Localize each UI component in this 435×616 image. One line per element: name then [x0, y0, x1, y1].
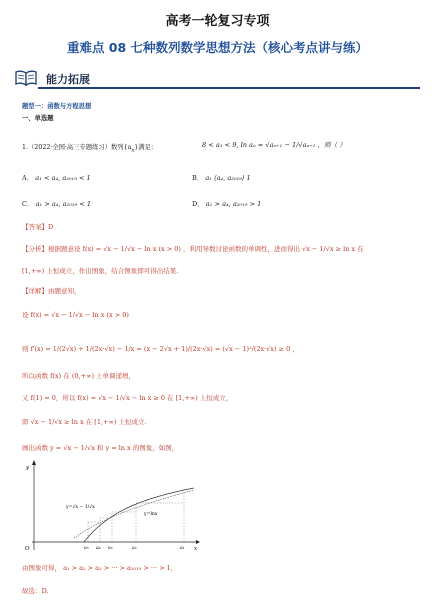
section-subheading: 一、单选题: [22, 115, 54, 122]
detail-step-3: 所以函数 f(x) 在 (0,+∞) 上单调递增，: [22, 372, 136, 380]
tick-a1: a₁: [180, 546, 185, 551]
book-icon: [14, 68, 38, 88]
answer-line: [22, 222, 53, 231]
banner-rule: [38, 87, 420, 89]
final-line: 故选：D.: [22, 587, 49, 595]
detail-step-6: 画出函数 y = √x − 1/√x 和 y = ln x 的图象，如图，: [22, 444, 179, 452]
banner-label: 能力拓展: [46, 73, 90, 86]
analysis-line-1: [22, 244, 364, 253]
function-graph: [22, 460, 200, 552]
tick-a2: a₂: [132, 546, 137, 551]
option-key: B．: [192, 174, 204, 182]
detail-step-5: 即 √x − 1/√x ≥ ln x 在 [1,+∞) 上恒成立.: [22, 418, 147, 426]
option-text: a₁ > a₄, a₂₀₁₉ < 1: [35, 200, 92, 208]
graph-svg: [22, 460, 200, 552]
option-text: a₁ ⟨a₄, a₂₀₁₉⟩ 1: [205, 174, 251, 182]
option-key: C．: [22, 200, 34, 208]
x-axis-arrow: [196, 540, 200, 544]
answer-value: D: [48, 223, 54, 231]
detail-intro: 由题意知，: [48, 287, 81, 295]
curve-ln: [74, 490, 194, 538]
option-key: A．: [22, 174, 34, 182]
detail-label: 【详解】: [22, 287, 48, 295]
conclusion-line: 由图象可得， a₁ > a₂ > a₃ > ··· > a₂₀₁₉ > ··· > 1，: [22, 564, 178, 572]
answer-label: 【答案】: [22, 223, 48, 231]
page-subtitle: 重难点 08 七种数列数学思想方法（核心考点讲与练）: [66, 40, 369, 55]
x-axis-label: x: [194, 546, 198, 552]
section-heading: 题型一：函数与方程思想: [22, 103, 92, 110]
page-title: 高考一轮复习专项: [165, 14, 270, 29]
detail-step-2: 则 f′(x) = 1/(2√x) + 1/(2x·√x) − 1/x = (x − 2√x + 1)/(2x·√x) = (√x − 1)²/(2x·√x) ≥ 0 ，: [22, 345, 299, 353]
option-text: a₁ < a₄, a₂₀₁₉ < 1: [35, 174, 91, 182]
stem-suffix: }满足：: [134, 144, 158, 151]
curve-sqrt: [84, 488, 194, 542]
analysis-text-1: 根据题意设 f(x) = √x − 1/√x − ln x (x > 0) ，利用导数讨论函数的单调性，进而得出 √x − 1/√x ≥ ln x 在: [48, 245, 364, 253]
y-axis-label: y: [26, 465, 30, 471]
detail-step-1: 设 f(x) = √x − 1/√x − ln x (x > 0): [22, 311, 129, 319]
guide-lines: [88, 491, 184, 542]
option-c: [22, 199, 91, 208]
analysis-line-2: [1,+∞) 上恒成立，作出图象，结合图象即可得出结果.: [22, 267, 179, 275]
analysis-label: 【分析】: [22, 245, 48, 253]
option-text: a₁ > a₄, a₂₀₁₉ > 1: [205, 200, 262, 208]
curve-ln-label: y=lnx: [144, 512, 158, 517]
y-axis-arrow: [32, 460, 36, 465]
tick-a4: a₄: [96, 546, 101, 551]
section-banner: [14, 68, 420, 92]
origin-label: O: [25, 546, 30, 552]
question-stem: [22, 142, 157, 153]
option-key: D．: [192, 200, 204, 208]
tick-a3: a₃: [108, 546, 113, 551]
option-a: [22, 173, 91, 182]
detail-step-4: 又 f(1) = 0，所以 f(x) = √x − 1/√x − ln x ≥ 0 在 [1,+∞) 上恒成立，: [22, 394, 233, 402]
option-d: [192, 199, 261, 208]
stem-sub: n: [131, 148, 135, 154]
stem-prefix: 1.（2022·全国·高三专题练习）数列{a: [22, 144, 132, 151]
detail-line: [22, 286, 81, 295]
tick-a5: a₅: [84, 546, 89, 551]
curve-sqrt-label: y=√x − 1/√x: [66, 505, 95, 510]
question-condition: 8 < a₁ < 9, ln aₙ = √aₙ₊₁ − 1/√aₙ₊₁ ，则（ ）: [202, 141, 346, 149]
option-b: [192, 173, 251, 182]
